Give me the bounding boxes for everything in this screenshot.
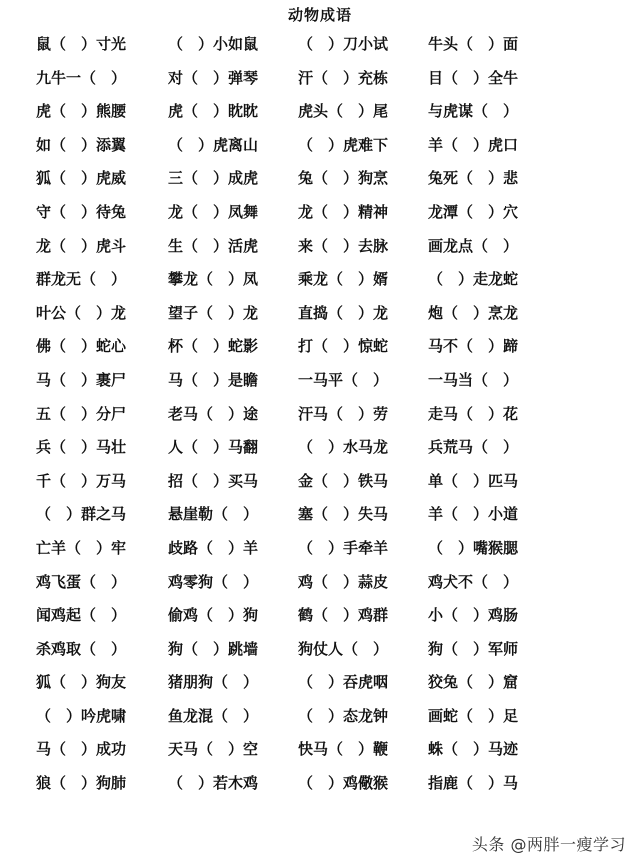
idiom-item: 猪朋狗（ ） [168,673,259,692]
idiom-row [36,68,636,102]
idiom-item: 金（ ）铁马 [298,471,389,490]
idiom-item: 牛头（ ）面 [428,35,519,53]
idiom-row [36,572,636,606]
idiom-item: 攀龙（ ）凤 [168,270,259,289]
idiom-item: 杀鸡取（ ） [36,639,127,658]
idiom-item: （ ）吟虎啸 [36,706,127,725]
idiom-item: 五（ ）分尸 [36,404,127,423]
idiom-item: 狗仗人（ ） [298,639,389,658]
idiom-item: 羊（ ）虎口 [428,135,519,154]
idiom-item: 招（ ）买马 [168,471,259,490]
idiom-item: 九牛一（ ） [36,68,127,87]
idiom-item: 兔死（ ）悲 [428,169,519,188]
idiom-item: （ ）鸡儆猴 [298,774,389,793]
idiom-row [36,135,636,169]
idiom-item: 画龙点（ ） [428,236,519,255]
idiom-row [36,706,636,740]
idiom-item: 三（ ）成虎 [168,169,259,188]
idiom-item: （ ）走龙蛇 [428,270,519,289]
idiom-item: （ ）虎难下 [298,135,389,154]
idiom-item: 佛（ ）蛇心 [36,337,127,356]
idiom-item: 狐（ ）狗友 [36,673,127,692]
idiom-item: 虎（ ）熊腰 [36,102,127,121]
idiom-item: （ ）小如鼠 [168,35,259,53]
idiom-item: 鹤（ ）鸡群 [298,606,389,625]
idiom-item: 虎（ ）眈眈 [168,102,259,121]
idiom-item: 鸡零狗（ ） [168,572,259,591]
idiom-row [36,404,636,438]
page-title: 动物成语 [287,6,352,24]
idiom-item: 画蛇（ ）足 [428,706,519,725]
idiom-item: 目（ ）全牛 [428,68,519,87]
idiom-item: 如（ ）添翼 [36,135,127,154]
idiom-item: 龙（ ）凤舞 [168,202,259,221]
idiom-item: （ ）群之马 [36,505,127,524]
idiom-row [36,370,636,404]
idiom-item: 虎头（ ）尾 [298,102,389,121]
idiom-item: （ ）吞虎咽 [298,673,389,692]
idiom-item: 一马当（ ） [428,370,519,389]
idiom-row [36,672,636,706]
idiom-item: 狐（ ）虎威 [36,169,127,188]
idiom-item: 来（ ）去脉 [298,236,389,255]
idiom-item: 狗（ ）跳墙 [168,639,259,658]
idiom-item: （ ）虎离山 [168,135,259,154]
idiom-item: 羊（ ）小道 [428,505,519,524]
idiom-item: 指鹿（ ）马 [428,774,519,793]
idiom-item: 守（ ）待兔 [36,202,127,221]
idiom-item: 对（ ）弹琴 [168,68,259,87]
idiom-item: 千（ ）万马 [36,471,127,490]
idiom-item: 鼠（ ）寸光 [36,35,127,53]
idiom-item: 乘龙（ ）婿 [298,270,389,289]
idiom-item: 龙（ ）精神 [298,202,389,221]
idiom-item: 马（ ）裹尸 [36,370,127,389]
idiom-row [36,236,636,270]
idiom-item: 狼（ ）狗肺 [36,774,127,793]
idiom-row [36,538,636,572]
idiom-item: 汗马（ ）劳 [298,404,389,423]
idiom-row [36,471,636,505]
idiom-item: 叶公（ ）龙 [36,303,127,322]
idiom-item: 马（ ）是瞻 [168,370,259,389]
idiom-item: （ ）水马龙 [298,438,389,457]
idiom-item: 闻鸡起（ ） [36,606,127,625]
idiom-item: 鱼龙混（ ） [168,706,259,725]
idiom-row [36,639,636,673]
idiom-item: 鸡飞蛋（ ） [36,572,127,591]
idiom-row [36,739,636,773]
idiom-item: 杯（ ）蛇影 [168,337,259,356]
idiom-row [36,773,636,807]
idiom-item: （ ）刀小试 [298,35,389,53]
idiom-item: 快马（ ）鞭 [298,740,389,759]
idiom-item: 狗（ ）军师 [428,639,519,658]
idiom-item: 一马平（ ） [298,370,389,389]
idiom-row [36,101,636,135]
watermark: 头条 @两胖一瘦学习 [471,835,626,854]
idiom-item: 人（ ）马翻 [168,438,259,457]
idiom-item: 歧路（ ）羊 [168,538,259,557]
idiom-item: 兵荒马（ ） [428,438,519,457]
idiom-row [36,202,636,236]
idiom-item: 直捣（ ）龙 [298,303,389,322]
idiom-item: 狡兔（ ）窟 [428,673,519,692]
idiom-item: 亡羊（ ）牢 [36,538,127,557]
idiom-item: 悬崖勒（ ） [168,505,259,524]
idiom-item: （ ）手牵羊 [298,538,389,557]
idiom-item: 兵（ ）马壮 [36,438,127,457]
idiom-item: 汗（ ）充栋 [298,68,389,87]
idiom-item: 马（ ）成功 [36,740,127,759]
idiom-item: 偷鸡（ ）狗 [168,606,259,625]
idiom-item: 蛛（ ）马迹 [428,740,519,759]
idiom-item: 小（ ）鸡肠 [428,606,519,625]
idiom-item: （ ）态龙钟 [298,706,389,725]
idiom-item: （ ）嘴猴腮 [428,538,519,557]
idiom-item: 生（ ）活虎 [168,236,259,255]
idiom-row [36,605,636,639]
idiom-item: 群龙无（ ） [36,270,127,289]
idiom-row [36,504,636,538]
idiom-row [36,303,636,337]
idiom-item: 塞（ ）失马 [298,505,389,524]
idiom-item: 马不（ ）蹄 [428,337,519,356]
idiom-item: （ ）若木鸡 [168,774,259,793]
idiom-item: 龙（ ）虎斗 [36,236,127,255]
idiom-item: 龙潭（ ）穴 [428,202,519,221]
idiom-item: 走马（ ）花 [428,404,519,423]
idiom-item: 鸡（ ）蒜皮 [298,572,389,591]
idiom-item: 老马（ ）途 [168,404,259,423]
idiom-item: 单（ ）匹马 [428,471,519,490]
idiom-row [36,336,636,370]
idiom-item: 鸡犬不（ ） [428,572,519,591]
idiom-row [36,168,636,202]
idiom-item: 天马（ ）空 [168,740,259,759]
idiom-item: 兔（ ）狗烹 [298,169,389,188]
idiom-item: 炮（ ）烹龙 [428,303,519,322]
idiom-row [36,437,636,471]
idiom-item: 与虎谋（ ） [428,102,519,121]
idiom-item: 望子（ ）龙 [168,303,259,322]
idiom-row [36,34,636,68]
idiom-row [36,269,636,303]
idiom-item: 打（ ）惊蛇 [298,337,389,356]
idiom-grid [36,34,636,807]
